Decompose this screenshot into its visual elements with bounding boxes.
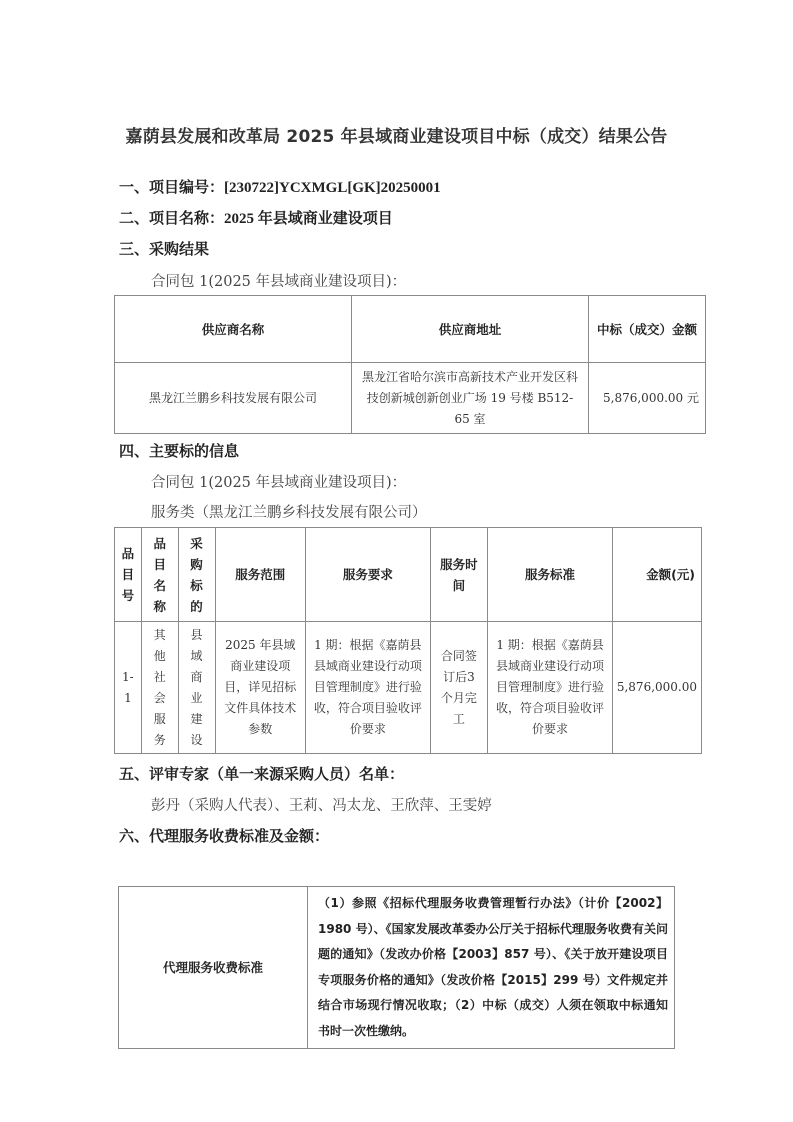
procurement-result-table <box>114 295 706 434</box>
header-item-name: 品目名称 <box>153 535 166 614</box>
table-header-row <box>115 296 706 363</box>
procurement-subject: 县域商业建设 <box>190 627 203 747</box>
agency-fee-table <box>118 886 675 1049</box>
header-amount: 金额(元) <box>612 528 701 622</box>
section-label: 一、项目编号： <box>119 178 225 196</box>
contract-package-label-2: 合同包 1(2025 年县域商业建设项目)： <box>151 475 407 491</box>
service-scope: 2025 年县域商业建设项目，详见招标文件具体技术参数 <box>215 622 306 754</box>
expert-names: 彭丹（采购人代表）、王莉、冯太龙、王欣萍、王雯婷 <box>151 798 492 814</box>
bid-amount: 5,876,000.00 元 <box>589 363 706 434</box>
table-row <box>119 887 675 1049</box>
header-service-requirements: 服务要求 <box>306 528 430 622</box>
section-procurement-result: 三、采购结果 <box>119 240 210 258</box>
header-item-number: 品目号 <box>121 546 135 603</box>
service-requirements: 1 期：根据《嘉荫县县域商业建设行动项目管理制度》进行验收，符合项目验收评价要求 <box>306 622 430 754</box>
table-row <box>115 622 702 754</box>
service-time: 合同签订后3个月完工 <box>430 622 488 754</box>
table-header-row <box>115 528 702 622</box>
section-agency-fee: 六、代理服务收费标准及金额： <box>119 827 330 845</box>
service-category-label: 服务类（黑龙江兰鹏乡科技发展有限公司） <box>151 505 427 521</box>
section-project-name <box>119 207 393 228</box>
contract-package-label: 合同包 1(2025 年县域商业建设项目)： <box>151 274 407 290</box>
header-service-standard: 服务标准 <box>488 528 613 622</box>
supplier-address: 黑龙江省哈尔滨市高新技术产业开发区科技创新城创新创业广场 19 号楼 B512-65 室 <box>352 363 589 434</box>
project-number-value: [230722]YCXMGL[GK]20250001 <box>224 180 441 196</box>
project-name-value: 2025 年县域商业建设项目 <box>224 211 393 227</box>
main-subject-table <box>114 527 702 754</box>
supplier-name: 黑龙江兰鹏乡科技发展有限公司 <box>115 363 352 434</box>
section-project-number <box>119 176 441 197</box>
item-name: 其他社会服务 <box>153 627 166 747</box>
section-main-subject-info: 四、主要标的信息 <box>119 442 240 460</box>
header-procurement-subject: 采购标的 <box>190 535 203 614</box>
table-row <box>115 363 706 434</box>
header-service-time: 服务时间 <box>430 528 488 622</box>
header-supplier-name: 供应商名称 <box>115 296 352 363</box>
header-bid-amount: 中标（成交）金额 <box>589 296 706 363</box>
section-review-experts: 五、评审专家（单一来源采购人员）名单： <box>119 765 405 783</box>
fee-standard-label: 代理服务收费标准 <box>119 887 308 1049</box>
header-service-scope: 服务范围 <box>215 528 306 622</box>
service-standard: 1 期：根据《嘉荫县县域商业建设行动项目管理制度》进行验收，符合项目验收评价要求 <box>488 622 613 754</box>
item-amount: 5,876,000.00 <box>612 622 701 754</box>
fee-standard-content: （1）参照《招标代理服务收费管理暂行办法》（计价【2002】1980 号）、《国家发展改革委办公厅关于招标代理服务收费有关问题的通知》（发改办价格【2003】857 号）、《关于放开建设项目专项服务价格的通知》（发改价格【2015】299 号）文件规定并结合市场现行情况收取；（2）中标（成交）人须在领取中标通知书时一次性缴纳。 <box>308 887 675 1049</box>
section-label: 二、项目名称： <box>119 209 225 227</box>
item-number: 1-1 <box>115 622 142 754</box>
header-supplier-address: 供应商地址 <box>352 296 589 363</box>
page-title: 嘉荫县发展和改革局 2025 年县域商业建设项目中标（成交）结果公告 <box>125 127 668 147</box>
